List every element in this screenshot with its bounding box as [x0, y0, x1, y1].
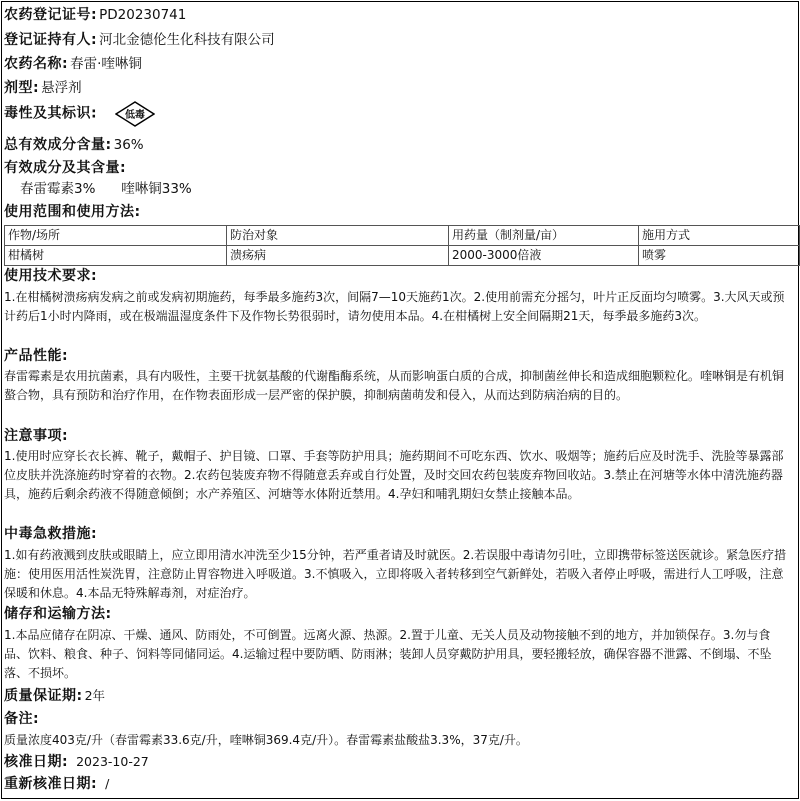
firstaid-heading-row [4, 525, 796, 544]
usage-header-cell: 用药量（制剂量/亩） [449, 226, 639, 246]
total-content-label: 总有效成分含量: [4, 137, 112, 153]
usage-cell: 2000-3000倍液 [449, 246, 639, 266]
tech-label: 使用技术要求: [4, 268, 98, 284]
ingredients-row [4, 159, 796, 178]
reapprove-value: / [105, 776, 110, 791]
total-content-row [4, 136, 796, 155]
ingredient-item: 喹啉铜33% [121, 181, 192, 197]
toxicity-row [4, 101, 796, 127]
form-value: 悬浮剂 [41, 80, 82, 96]
usage-header-cell: 作物/场所 [5, 226, 227, 246]
holder-row [4, 31, 796, 50]
notes-text: 1.使用时应穿长衣长裤、靴子，戴帽子、护目镜、口罩、手套等防护用具；施药期间不可吃东西、饮水、吸烟等；施药后应及时洗手、洗脸等暴露部位皮肤并洗涤施药时穿着的衣物。2.农药包装废弃物不得随意丢弃或自行处置，及时交回农药包装废弃物回收站。3.禁止在河塘等水体中清洗施药器具，施药后剩余药液不得随意倾倒；水产养殖区、河塘等水体附近禁用。4.孕妇和哺乳期妇女禁止接触本品。 [4, 449, 784, 501]
usage-table [4, 225, 800, 266]
usage-cell: 柑橘树 [5, 246, 227, 266]
firstaid-label: 中毒急救措施: [4, 526, 98, 542]
table-row [5, 246, 800, 266]
toxicity-diamond-icon [115, 101, 155, 127]
ingredient-item: 春雷霉素3% [20, 181, 96, 197]
remark-text: 质量浓度403克/升（春雷霉素33.6克/升，喹啉铜369.4克/升）。春雷霉素盐酸盐3.3%，37克/升。 [4, 733, 528, 747]
shelf-label: 质量保证期: [4, 688, 83, 704]
notes-heading-row [4, 427, 796, 446]
usage-label: 使用范围和使用方法: [4, 204, 141, 220]
remark-heading-row [4, 710, 796, 729]
ingredients-list [20, 180, 796, 199]
form-row [4, 79, 796, 98]
tech-heading-row [4, 267, 796, 286]
name-label: 农药名称: [4, 56, 69, 72]
usage-header-cell: 防治对象 [227, 226, 449, 246]
reg-no-value: PD20230741 [99, 7, 187, 23]
name-row [4, 55, 796, 74]
perf-text: 春雷霉素是农用抗菌素，具有内吸性，主要干扰氨基酸的代谢酯酶系统，从而影响蛋白质的合成，抑制菌丝伸长和造成细胞颗粒化。喹啉铜是有机铜螯合物，具有预防和治疗作用，在作物表面形成一层严密的保护膜，抑制病菌萌发和侵入，从而达到防病治病的目的。 [4, 369, 785, 402]
tech-text: 1.在柑橘树溃疡病发病之前或发病初期施药，每季最多施药3次，间隔7—10天施药1次。2.使用前需充分摇匀，叶片正反面均匀喷雾。3.大风天或预计药后1小时内降雨，或在极端温湿度条件下及作物长势很弱时，请勿使用本品。4.在柑橘树上安全间隔期21天，每季最多施药3次。 [4, 290, 785, 323]
remark-label: 备注: [4, 711, 40, 727]
reapprove-label: 重新核准日期: [4, 776, 98, 792]
storage-heading-row [4, 605, 796, 624]
firstaid-text: 1.如有药液溅到皮肤或眼睛上，应立即用清水冲洗至少15分钟，若严重者请及时就医。2.若误服中毒请勿引吐，立即携带标签送医就诊。紧急医疗措施：使用医用活性炭洗胃，注意防止胃容物进入呼吸道。3.不慎吸入，立即将吸入者转移到空气新鲜处，若吸入者停止呼吸，需进行人工呼吸，注意保暖和休息。4.本品无特殊解毒剂，对症治疗。 [4, 548, 787, 600]
usage-table-header [5, 226, 800, 246]
reg-no-label: 农药登记证号: [4, 7, 98, 23]
holder-value: 河北金德伦生化科技有限公司 [99, 32, 275, 48]
holder-label: 登记证持有人: [4, 32, 98, 48]
toxicity-badge-text: 低毒 [124, 110, 145, 121]
notes-label: 注意事项: [4, 428, 69, 444]
approve-row [4, 752, 796, 772]
usage-cell: 喷雾 [639, 246, 800, 266]
usage-header-cell: 施用方式 [639, 226, 800, 246]
toxicity-label: 毒性及其标识: [4, 105, 98, 122]
total-content-value: 36% [113, 137, 144, 153]
storage-label: 储存和运输方法: [4, 606, 112, 622]
perf-label: 产品性能: [4, 348, 69, 364]
usage-row [4, 203, 796, 222]
pesticide-label-document [1, 1, 799, 799]
approve-value: 2023-10-27 [76, 754, 149, 769]
ingredients-label: 有效成分及其含量: [4, 160, 127, 176]
reapprove-row [4, 774, 796, 794]
approve-label: 核准日期: [4, 754, 69, 770]
form-label: 剂型: [4, 80, 40, 96]
perf-heading-row [4, 347, 796, 366]
shelf-row [4, 686, 796, 706]
shelf-value: 2年 [84, 688, 106, 703]
usage-cell: 溃疡病 [227, 246, 449, 266]
name-value: 春雷·喹啉铜 [70, 56, 142, 72]
reg-no-row [4, 6, 796, 25]
storage-text: 1.本品应储存在阴凉、干燥、通风、防雨处，不可倒置。远离火源、热源。2.置于儿童、无关人员及动物接触不到的地方，并加锁保存。3.勿与食品、饮料、粮食、种子、饲料等同储同运。4.运输过程中要防晒、防雨淋；装卸人员穿戴防护用具，要轻搬轻放，确保容器不泄露、不倒塌、不坠落、不损坏。 [4, 628, 772, 680]
